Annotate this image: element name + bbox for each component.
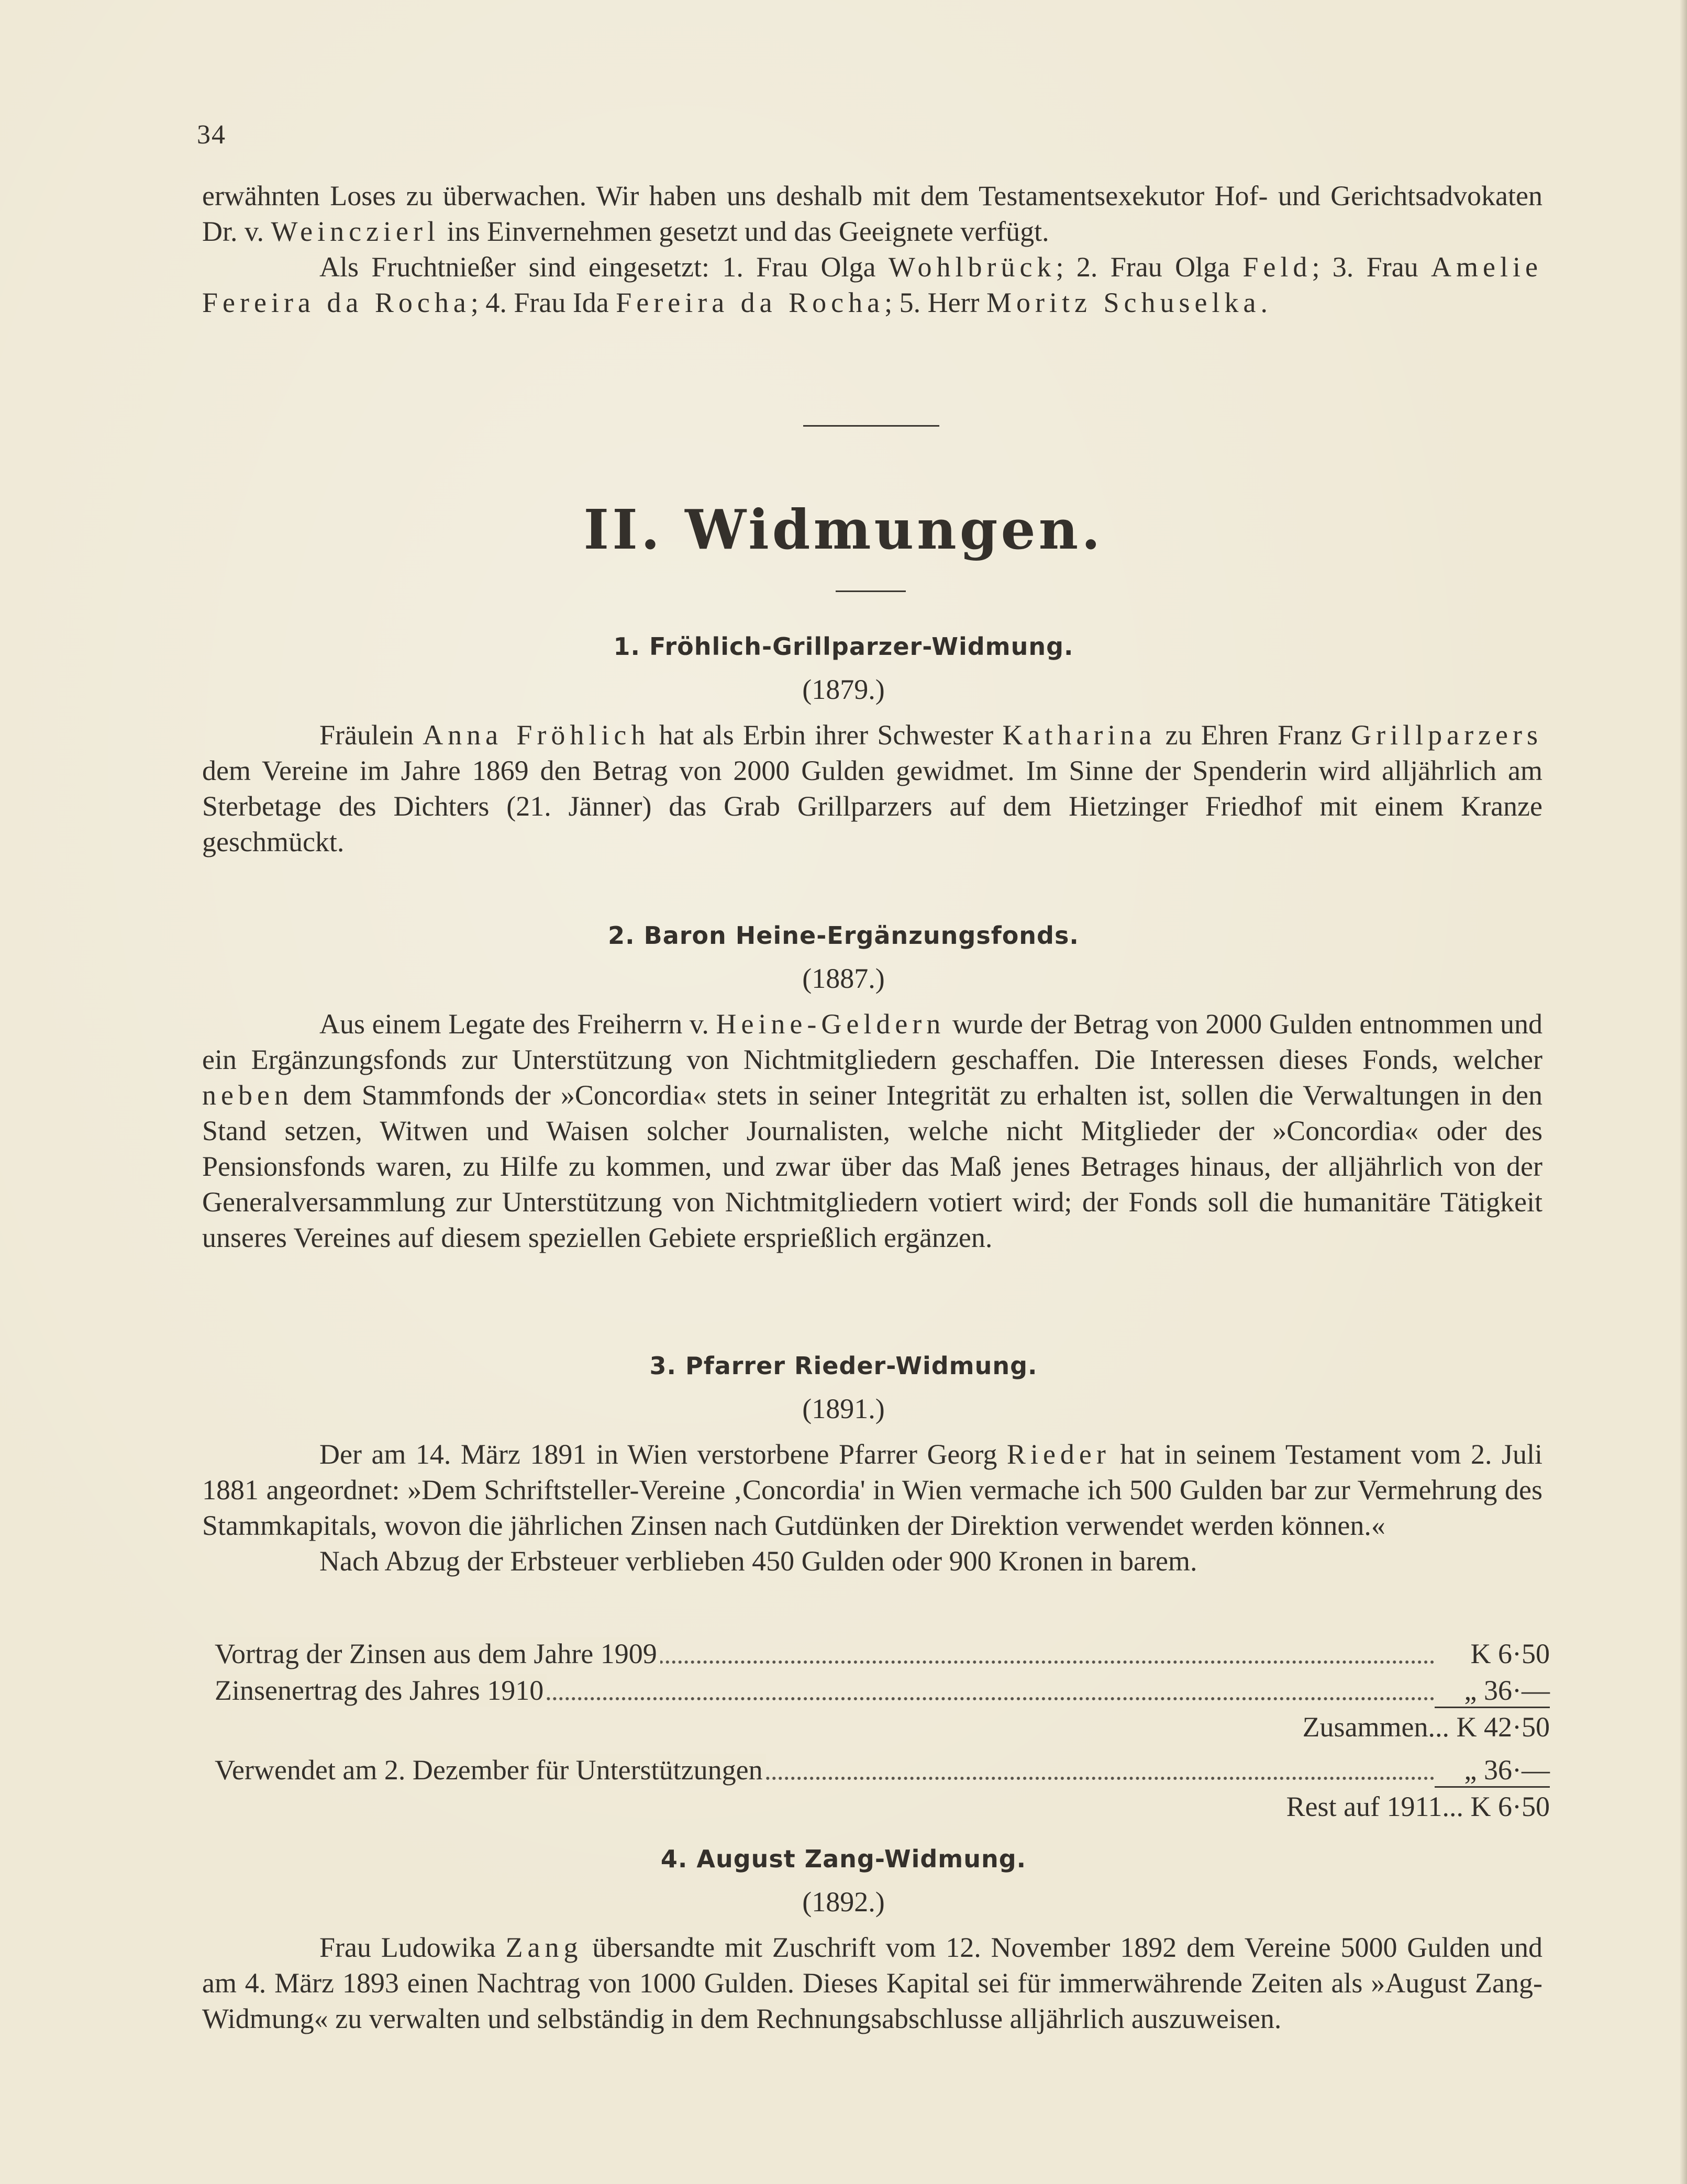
year-1879: (1879.) xyxy=(802,674,885,705)
heading-pfarrer-rieder: 3. Pfarrer Rieder-Widmung. xyxy=(649,1352,1038,1380)
froehlich-paragraph: Fräulein Anna Fröhlich hat als Erbin ihrer Schwester Katharina zu Ehren Franz Grillparzers dem Vereine im Jahre 1869 den Betrag von 2000 Gulden gewidmet. Im Sinne der Spenderin wird alljährlich am Sterbetage des Dichters (21. Jänner) das Grab Grillparzers auf dem Hietzinger Friedhof mit einem Kranze geschmückt. xyxy=(202,719,1543,857)
ledger-row-zinsenertrag: Zinsenertrag des Jahres 1910 „ 36·— xyxy=(215,1674,1550,1711)
heading-baron-heine: 2. Baron Heine-Ergänzungsfonds. xyxy=(608,921,1079,950)
ledger-row-vortrag: Vortrag der Zinsen aus dem Jahre 1909 K 6·50 xyxy=(215,1638,1550,1669)
separator-rule xyxy=(803,425,939,427)
intro-paragraph-2: Als Fruchtnießer sind eingesetzt: 1. Frau Olga Wohlbrück; 2. Frau Olga Feld; 3. Frau Amelie Fereira da Rocha; 4. Frau Ida Fereira da Rocha; 5. Herr Moritz Schuselka. xyxy=(202,251,1542,318)
ledger-sum: Zusammen... K 42·50 xyxy=(1302,1711,1550,1743)
year-1887: (1887.) xyxy=(802,963,885,994)
year-1891: (1891.) xyxy=(802,1393,885,1424)
heine-paragraph: Aus einem Legate des Freiherrn v. Heine-Geldern wurde der Betrag von 2000 Gulden entnommen und ein Ergänzungsfonds zur Unterstützung von Nichtmitgliedern geschaffen. Die Interessen dieses Fonds, welcher neben dem Stammfonds der »Concordia« stets in seiner Integrität zu erhalten ist, sollen die Verwaltungen in den Stand setzen, Witwen und Waisen solcher Journalisten, welche nicht Mitglieder der »Concordia« oder des Pensionsfonds waren, zu Hilfe zu kommen, und zwar über das Maß jenes Betrages hinaus, der alljährlich von der Generalversammlung zur Unterstützung von Nichtmitgliedern votiert wird; der Fonds soll die humanitäre Tätigkeit unseres Vereines auf diesem speziellen Gebiete ersprießlich ergänzen. xyxy=(202,1008,1542,1253)
section-title: II. Widmungen. xyxy=(583,497,1104,562)
heading-froehlich-grillparzer: 1. Fröhlich-Grillparzer-Widmung. xyxy=(613,632,1074,661)
zang-paragraph: Frau Ludowika Zang übersandte mit Zuschrift vom 12. November 1892 dem Vereine 5000 Gulden und am 4. März 1893 einen Nachtrag von 1000 Gulden. Dieses Kapital sei für immerwährende Zeiten als »August Zang-Widmung« zu verwalten und selbständig in dem Rechnungsabschlusse alljährlich auszuweisen. xyxy=(202,1932,1543,2034)
rieder-paragraph-2: Nach Abzug der Erbsteuer verblieben 450 Gulden oder 900 Kronen in barem. xyxy=(319,1545,1197,1577)
intro-text xyxy=(202,178,1542,320)
heading-august-zang: 4. August Zang-Widmung. xyxy=(660,1845,1027,1873)
title-underline-rule xyxy=(836,590,906,592)
page-number: 34 xyxy=(197,120,226,150)
ledger-row-verwendet: Verwendet am 2. Dezember für Unterstützungen „ 36·— xyxy=(215,1754,1550,1790)
ledger-rest: Rest auf 1911... K 6·50 xyxy=(1286,1791,1550,1822)
year-1892: (1892.) xyxy=(802,1886,885,1918)
intro-paragraph-1: erwähnten Loses zu überwachen. Wir haben uns deshalb mit dem Testamentsexekutor Hof- und Gerichtsadvokaten Dr. v. Weinczierl ins Einvernehmen gesetzt und das Geeignete verfügt. xyxy=(202,180,1542,247)
rieder-paragraph: Der am 14. März 1891 in Wien verstorbene Pfarrer Georg Rieder hat in seinem Testament vom 2. Juli 1881 angeordnet: »Dem Schriftsteller-Vereine ‚Concordia' in Wien vermache ich 500 Gulden bar zur Vermehrung des Stammkapitals, wovon die jährlichen Zinsen nach Gutdünken der Direktion verwendet werden können.« Nach Abzug der Erbsteuer verblieben 450 Gulden oder 900 Kronen in barem. xyxy=(202,1436,1542,1579)
